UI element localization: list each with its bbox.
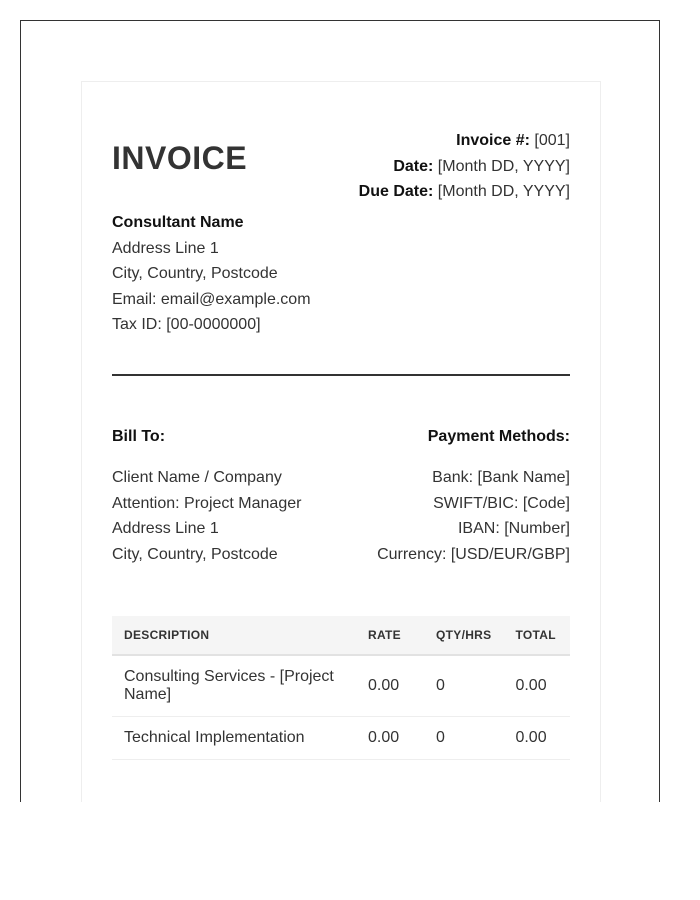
payment-methods-heading: Payment Methods:	[427, 427, 570, 445]
invoice-date-value: [Month DD, YYYY]	[437, 157, 570, 175]
consultant-address: Address Line 1	[112, 239, 219, 257]
invoice-number-line	[359, 128, 570, 154]
invoice-content	[112, 128, 570, 760]
table-row	[112, 655, 570, 717]
bill-to-line: Attention: Project Manager	[112, 494, 302, 512]
payment-method-line: Bank: [Bank Name]	[432, 469, 570, 486]
billing-section	[112, 424, 570, 568]
bill-to-line: Address Line 1	[112, 520, 219, 537]
line-items-table	[112, 616, 570, 760]
column-header-description: DESCRIPTION	[112, 616, 356, 655]
item-rate: 0.00	[356, 716, 424, 759]
invoice-meta	[359, 128, 570, 205]
due-date-label: Due Date:	[358, 183, 434, 200]
table-header-row	[112, 616, 570, 655]
column-header-qty: QTY/HRS	[424, 616, 503, 655]
due-date-line	[359, 179, 570, 205]
item-qty: 0	[424, 655, 503, 717]
invoice-title: INVOICE	[112, 140, 248, 176]
invoice-header	[112, 128, 570, 198]
bill-to-line: City, Country, Postcode	[112, 545, 278, 563]
payment-methods-block	[377, 424, 570, 568]
payment-method-line: Currency: [USD/EUR/GBP]	[377, 545, 570, 563]
invoice-number-value: [001]	[534, 132, 570, 149]
consultant-name: Consultant Name	[112, 214, 244, 231]
invoice-document	[81, 81, 601, 802]
consultant-info	[112, 210, 570, 338]
table-row	[112, 716, 570, 759]
consultant-tax-id: Tax ID: [00-0000000]	[112, 316, 261, 333]
page-frame	[20, 20, 660, 802]
item-description: Technical Implementation	[112, 716, 356, 759]
bill-to-line: Client Name / Company	[112, 469, 282, 486]
consultant-city: City, Country, Postcode	[112, 265, 278, 282]
due-date-value: [Month DD, YYYY]	[437, 183, 570, 200]
item-qty: 0	[424, 716, 503, 759]
bill-to-block	[112, 424, 301, 568]
item-total: 0.00	[503, 655, 570, 717]
invoice-date-label: Date:	[393, 157, 434, 175]
column-header-rate: RATE	[356, 616, 424, 655]
bill-to-heading: Bill To:	[112, 427, 166, 445]
payment-method-line: SWIFT/BIC: [Code]	[433, 494, 570, 512]
consultant-email: Email: email@example.com	[112, 290, 311, 308]
invoice-date-line	[359, 154, 570, 180]
column-header-total: TOTAL	[503, 616, 570, 655]
item-rate: 0.00	[356, 655, 424, 717]
invoice-number-label: Invoice #:	[456, 132, 530, 149]
item-total: 0.00	[503, 716, 570, 759]
item-description: Consulting Services - [Project Name]	[112, 655, 356, 717]
header-divider	[112, 374, 570, 376]
payment-method-line: IBAN: [Number]	[457, 520, 570, 537]
